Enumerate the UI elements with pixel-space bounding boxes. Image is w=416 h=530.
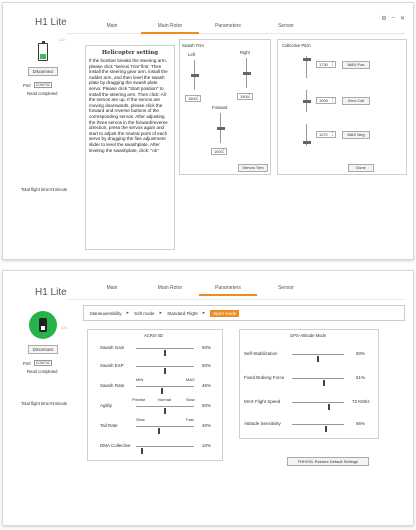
port-select[interactable]: COM732 [35, 83, 50, 87]
chevron-right-icon: ▸ [202, 310, 206, 316]
acro-title: ACRO-3D [144, 333, 163, 338]
device-icon [38, 43, 48, 61]
port-row [23, 82, 83, 88]
gps-title: GPS-Attitude Mode [290, 333, 327, 338]
tab-main[interactable]: Main [106, 285, 118, 291]
tail-rate-value: 40% [202, 423, 212, 428]
breadcrumb-maneuverability[interactable]: Maneuverability [90, 310, 122, 316]
help-text: If the bomber breaks the steering arm, please click "servos Trim"first. Then install the steering gear arm, install the rudder arm, and then level the swash plate by dragging the swash plate servo. Please click "Start position" to install the steering arm. Then click: All the servos are up. If the servos are moving downwards, please click the forward and reverse buttons of the corresponding servos. After adjusting the three servos in the forward/reverse direction, press the servos again and start to adjust the neutral point of each servo by dragging the fine adjustment slider to level the swashplate. After leveling the swashplate, click: "ok" [89, 58, 168, 153]
max-flight-speed-label: MAX Flight Speed [244, 399, 281, 404]
swash-rate-min-label: MIN [136, 377, 144, 382]
zero-coll-button[interactable]: Zero Coll [342, 97, 370, 105]
agility-label: Agility [100, 403, 113, 408]
disconnect-button[interactable]: Disconnect [28, 67, 58, 76]
collective-pitch-title: Collective Pitch [282, 43, 311, 48]
agility-slow-label: Slow [186, 397, 195, 402]
swash-exp-value: 50% [202, 363, 212, 368]
divider [67, 299, 405, 300]
tab-bar [83, 23, 315, 34]
tail-rate-slider[interactable] [136, 426, 194, 427]
max-neg-button[interactable]: MAX Neg [342, 131, 370, 139]
disconnect-button[interactable]: Disconnect [28, 345, 58, 354]
close-icon[interactable]: ✕ [399, 16, 405, 22]
tab-parameters[interactable]: Parameters [215, 23, 241, 29]
left-label: Left [188, 52, 195, 57]
tab-sensor[interactable]: Sensor [278, 23, 294, 29]
port-row [23, 360, 83, 366]
chevron-right-icon: ▸ [126, 310, 130, 316]
forward-value[interactable]: 1500 ▴▾ [211, 148, 227, 155]
tab-main[interactable]: Main [106, 23, 118, 29]
acro-panel [87, 329, 223, 461]
max-neg-value[interactable]: 1170 ▴▾ [316, 131, 336, 138]
swash-rate-slider[interactable] [136, 386, 194, 387]
right-slider[interactable] [246, 58, 247, 88]
right-slider-thumb[interactable] [243, 72, 251, 75]
tab-bar [83, 285, 315, 296]
agility-thumb[interactable] [164, 408, 166, 414]
max-pos-slider-thumb[interactable] [303, 58, 311, 61]
attitude-sensitivity-row [244, 420, 378, 430]
breadcrumb-soft-mode[interactable]: Soft mode [134, 310, 155, 316]
window-controls [381, 15, 405, 22]
forward-slider-thumb[interactable] [217, 127, 225, 130]
max-neg-slider[interactable] [306, 124, 307, 146]
attitude-sensitivity-slider[interactable] [292, 424, 344, 425]
attitude-sensitivity-thumb[interactable] [325, 426, 327, 432]
right-value[interactable]: 1500 ▴▾ [237, 93, 253, 100]
swash-rate-max-label: MAX [186, 377, 195, 382]
app-version: 1.0 [59, 37, 65, 42]
dma-collective-thumb[interactable] [141, 448, 143, 454]
fixed-braking-thumb[interactable] [323, 380, 325, 386]
left-slider[interactable] [194, 60, 195, 90]
done-button[interactable]: Done [348, 164, 374, 172]
max-pos-button[interactable]: MAX Pos [342, 61, 370, 69]
swash-trim-title: Swash Trim [182, 43, 204, 48]
breadcrumb-sport-mode[interactable]: Sport mode [210, 310, 239, 317]
zero-coll-slider[interactable] [306, 90, 307, 112]
attitude-sensitivity-value: 66% [356, 421, 366, 426]
help-title: Helicopter setting [101, 50, 159, 56]
parameters-window [2, 270, 414, 526]
swash-rate-label: Swash Rate [100, 383, 125, 388]
swash-exp-label: Swash EXP [100, 363, 124, 368]
app-title: H1 Lite [35, 287, 67, 298]
port-label: Port [23, 360, 31, 366]
tab-sensor[interactable]: Sensor [278, 285, 294, 291]
agility-slider[interactable] [136, 406, 194, 407]
status-text: Read completed [27, 369, 58, 374]
swash-rate-thumb[interactable] [161, 388, 163, 394]
swash-trim-panel [179, 39, 271, 175]
swash-gain-row [100, 344, 220, 354]
attitude-sensitivity-label: Attitude Sensitivity [244, 421, 281, 426]
status-text: Read completed [27, 91, 58, 96]
max-flight-speed-slider[interactable] [292, 402, 344, 403]
swash-rate-value: 45% [202, 383, 212, 388]
tail-rate-label: Tail Rate [100, 423, 118, 428]
main-rotor-window [2, 2, 414, 260]
forward-label: Forward [212, 105, 228, 110]
tail-rate-thumb[interactable] [158, 428, 160, 434]
swash-gain-value: 50% [202, 345, 212, 350]
forward-slider[interactable] [220, 113, 221, 143]
swash-exp-row [100, 362, 220, 372]
dma-collective-row [100, 442, 220, 452]
fixed-braking-slider[interactable] [292, 378, 344, 379]
dma-collective-label: DMA Collective [100, 443, 131, 448]
max-flight-speed-row [244, 398, 378, 408]
swash-exp-slider[interactable] [136, 366, 194, 367]
self-stabilization-value: 50% [356, 351, 366, 356]
settings-icon[interactable]: ⚙ [381, 16, 387, 22]
swash-rate-row [100, 382, 220, 392]
dma-collective-value: 10% [202, 443, 212, 448]
port-label: Port [23, 82, 31, 88]
agility-row [100, 402, 220, 412]
self-stabilization-slider[interactable] [292, 354, 344, 355]
tab-main-rotor[interactable]: Main Rotor [157, 285, 183, 291]
self-stabilization-thumb[interactable] [317, 356, 319, 362]
dma-collective-slider[interactable] [136, 446, 194, 447]
restore-defaults-button[interactable]: FHHSSL Restore Default Settings [287, 457, 369, 466]
app-version: 1.0 [61, 325, 67, 330]
tail-rate-row [100, 422, 220, 432]
zero-coll-value[interactable]: 1000 ▴▾ [316, 97, 336, 104]
swash-gain-label: Swash Gain [100, 345, 125, 350]
right-label: Right [240, 50, 250, 55]
agility-value: 50% [202, 403, 212, 408]
fixed-braking-row [244, 374, 378, 384]
app-title: H1 Lite [35, 17, 67, 28]
max-flight-speed-value: 72 KM/H [352, 399, 370, 404]
collective-pitch-panel [277, 39, 407, 175]
left-slider-thumb[interactable] [191, 74, 199, 77]
agility-normal-label: Normal [158, 397, 171, 402]
mode-breadcrumb [83, 305, 405, 321]
breadcrumb-standard-flight[interactable]: Standard Flight [167, 310, 198, 316]
flight-time: Total flight time:#1minute [21, 401, 68, 406]
self-stabilization-row [244, 350, 378, 360]
tab-main-rotor[interactable]: Main Rotor [141, 23, 199, 34]
sidebar [3, 43, 83, 96]
swash-exp-thumb[interactable] [164, 368, 166, 374]
left-value[interactable]: 1500 ▴▾ [185, 95, 201, 102]
chevron-right-icon: ▸ [159, 310, 163, 316]
agility-precise-label: Precise [132, 397, 146, 402]
device-icon [29, 311, 57, 339]
swash-gain-slider[interactable] [136, 348, 194, 349]
port-select[interactable]: COM732 [35, 361, 50, 365]
max-pos-value[interactable]: 1730 ▴▾ [316, 61, 336, 68]
fixed-braking-label: Fixed Braking Force [244, 375, 285, 380]
max-flight-speed-thumb[interactable] [328, 404, 330, 410]
tail-rate-slow-label: Slow [136, 417, 145, 422]
flight-time: Total flight time:#1minute [21, 187, 68, 192]
max-neg-slider-thumb[interactable] [303, 141, 311, 144]
sidebar [3, 311, 83, 374]
swash-gain-thumb[interactable] [164, 350, 166, 356]
fixed-braking-value: 61% [356, 375, 366, 380]
minimize-icon[interactable]: – [391, 15, 395, 21]
max-pos-slider[interactable] [306, 56, 307, 78]
zero-coll-slider-thumb[interactable] [303, 100, 311, 103]
help-panel [85, 45, 175, 250]
servos-trim-button[interactable]: Servos Trim [238, 164, 268, 172]
self-stabilization-label: Self-Stabilization [244, 351, 278, 356]
gps-panel [239, 329, 379, 439]
tab-parameters[interactable]: Parameters [199, 285, 257, 296]
tail-rate-fast-label: Fast [186, 417, 194, 422]
